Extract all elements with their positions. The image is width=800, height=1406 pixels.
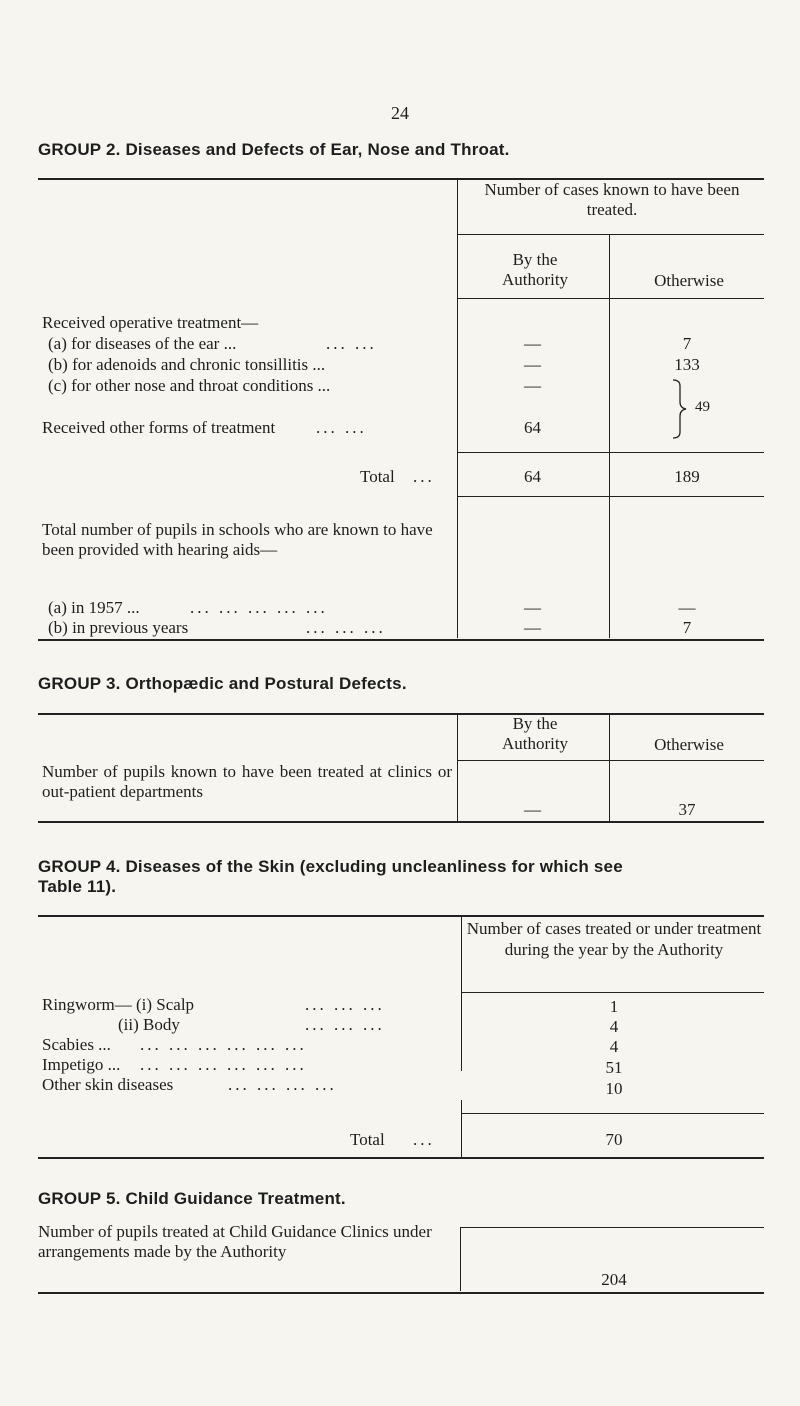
group2-col-authority: By the Authority xyxy=(501,250,569,289)
cell-otherwise: 49 xyxy=(695,399,710,415)
row-label: (b) for adenoids and chronic tonsillitis ... xyxy=(48,355,326,374)
cell-authority: — xyxy=(524,376,541,395)
rule xyxy=(457,760,764,761)
rule xyxy=(461,992,764,993)
group3-row-label: Number of pupils known to have been treated at clinics or out-patient departments xyxy=(42,762,452,801)
leader-dots: ... xyxy=(413,467,435,486)
cell-value: 51 xyxy=(605,1058,623,1077)
group5-value: 204 xyxy=(601,1270,627,1289)
page-number: 24 xyxy=(391,103,409,123)
group3-title: GROUP 3. Orthopædic and Postural Defects. xyxy=(38,674,407,693)
rule xyxy=(38,821,764,823)
total-value: 70 xyxy=(605,1130,623,1149)
leader-dots: ... ... ... xyxy=(306,618,386,637)
group3-otherwise: 37 xyxy=(678,800,696,819)
group5-row-label: Number of pupils treated at Child Guidance Clinics under arrangements made by the Authority xyxy=(38,1222,432,1261)
leader-dots: ... ... ... ... xyxy=(228,1075,337,1094)
group4-header: Number of cases treated or under treatment during the year by the Authority xyxy=(466,919,762,959)
group5-title: GROUP 5. Child Guidance Treatment. xyxy=(38,1189,346,1208)
leader-dots: ... ... ... ... ... ... xyxy=(140,1035,307,1054)
rule xyxy=(38,1292,764,1294)
row-label: (a) in 1957 ... xyxy=(48,598,140,617)
row-label: Impetigo ... xyxy=(42,1055,121,1074)
row-label: Scabies ... xyxy=(42,1035,111,1054)
total-label: Total xyxy=(350,1130,385,1149)
group3-col-authority: By the Authority xyxy=(501,714,569,753)
cell-otherwise: 7 xyxy=(682,334,692,353)
cell-authority: — xyxy=(524,334,541,353)
rule xyxy=(457,452,764,453)
leader-dots: ... ... ... xyxy=(305,1015,385,1034)
hearing-aids-label: Total number of pupils in schools who are known to have been provided with hearing aids— xyxy=(42,520,433,559)
group3-authority: — xyxy=(524,800,541,819)
cell-value: 4 xyxy=(609,1017,619,1036)
rule xyxy=(457,496,764,497)
col-divider xyxy=(461,1100,462,1158)
row-label: Received other forms of treatment xyxy=(42,418,276,437)
rule xyxy=(457,298,764,299)
total-authority: 64 xyxy=(524,467,541,486)
cell-authority: — xyxy=(524,355,541,374)
cell-otherwise: — xyxy=(678,598,696,617)
row-label: (ii) Body xyxy=(118,1015,180,1034)
group3-col-otherwise: Otherwise xyxy=(654,735,724,754)
rule xyxy=(457,234,764,235)
group2-col-otherwise: Otherwise xyxy=(654,271,724,290)
rule xyxy=(38,713,764,715)
operative-section-label: Received operative treatment— xyxy=(42,313,259,332)
row-label: (b) in previous years xyxy=(48,618,189,637)
rule xyxy=(460,1227,764,1228)
cell-authority: — xyxy=(524,598,541,617)
col-divider xyxy=(460,1227,461,1291)
col-divider xyxy=(457,178,458,638)
row-label: (c) for other nose and throat conditions ... xyxy=(48,376,331,395)
row-label: Other skin diseases xyxy=(42,1075,174,1094)
group2-header-span: Number of cases known to have been treated. xyxy=(484,180,740,219)
cell-value: 1 xyxy=(609,997,619,1016)
row-label: (a) for diseases of the ear ... xyxy=(48,334,237,353)
cell-value: 10 xyxy=(605,1079,623,1098)
leader-dots: ... xyxy=(413,1130,435,1149)
col-divider xyxy=(609,234,610,638)
leader-dots: ... ... xyxy=(326,334,377,353)
total-otherwise: 189 xyxy=(674,467,700,486)
cell-value: 4 xyxy=(609,1037,619,1056)
row-label: Ringworm— (i) Scalp xyxy=(42,995,195,1014)
leader-dots: ... ... ... ... ... xyxy=(190,598,328,617)
leader-dots: ... ... ... ... ... ... xyxy=(140,1055,307,1074)
rule xyxy=(38,639,764,641)
cell-otherwise: 133 xyxy=(674,355,700,374)
col-divider xyxy=(457,713,458,821)
group4-title-line2: Table 11). xyxy=(38,877,117,896)
rule xyxy=(38,1157,764,1159)
leader-dots: ... ... xyxy=(316,418,367,437)
col-divider xyxy=(609,713,610,821)
cell-authority: — xyxy=(524,618,541,637)
rule xyxy=(461,1113,764,1114)
col-divider xyxy=(461,915,462,1071)
group2-title: GROUP 2. Diseases and Defects of Ear, Nose and Throat. xyxy=(38,140,510,159)
group4-title-line1: GROUP 4. Diseases of the Skin (excluding uncleanliness for which see xyxy=(38,857,623,876)
rule xyxy=(38,915,764,917)
leader-dots: ... ... ... xyxy=(305,995,385,1014)
cell-otherwise: 7 xyxy=(682,618,692,637)
total-label: Total xyxy=(360,467,395,486)
cell-authority: 64 xyxy=(524,418,541,437)
bracket-brace-icon xyxy=(670,378,690,440)
